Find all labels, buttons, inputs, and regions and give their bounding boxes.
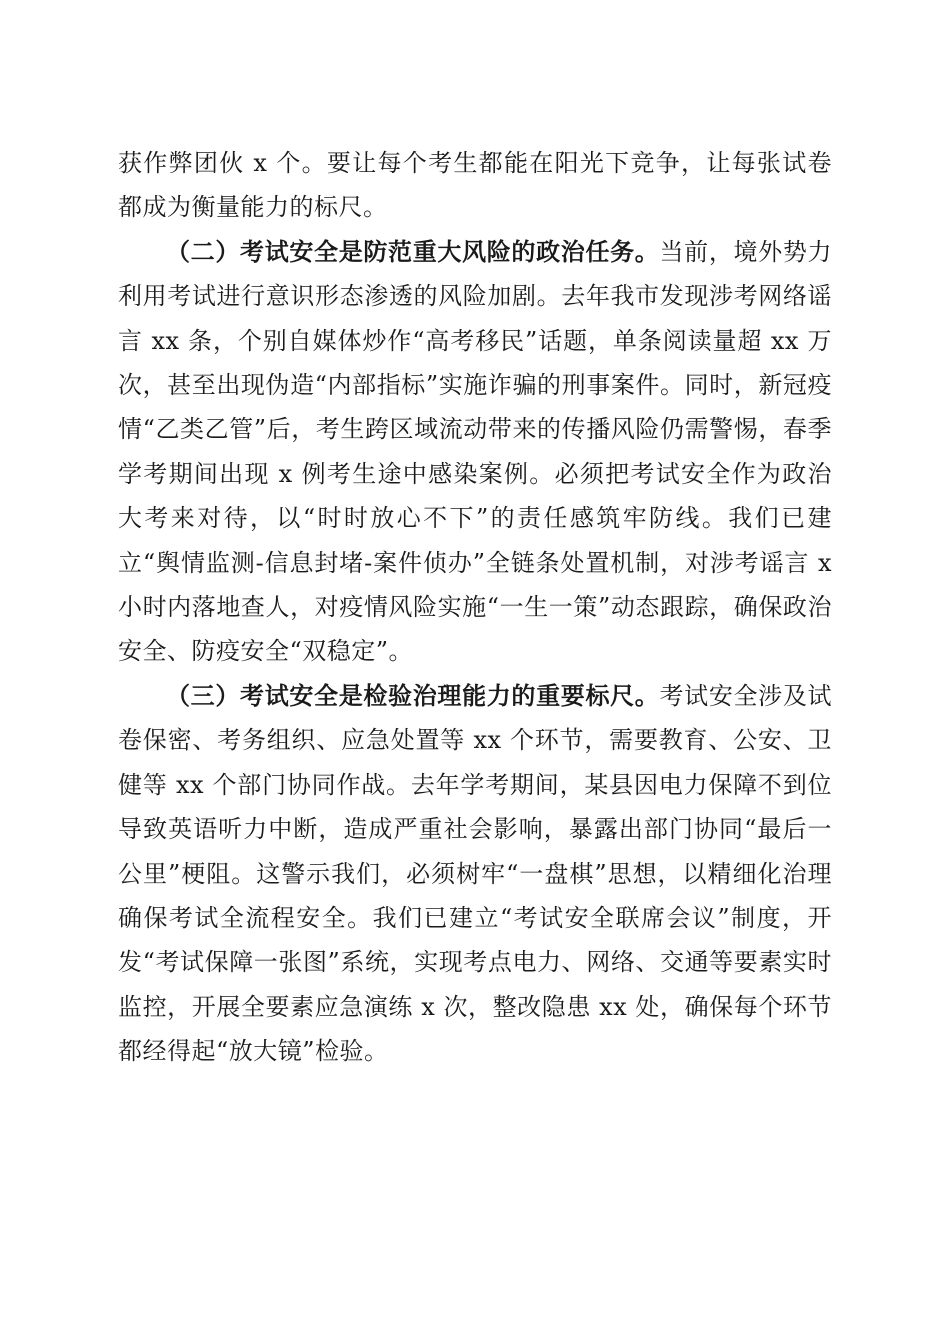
section-heading: （三）考试安全是检验治理能力的重要标尺。	[166, 681, 660, 710]
paragraph-body: 当前，境外势力利用考试进行意识形态渗透的风险加剧。去年我市发现涉考网络谣言 xx 条，个别自媒体炒作“高考移民”话题，单条阅读量超 xx 万次，甚至出现伪造“内部指标”实施诈骗的刑事案件。同时，新冠疫情“乙类乙管”后，考生跨区域流动带来的传播风险仍需警惕，春季学考期间出现 x 例考生途中感染案例。必须把考试安全作为政治大考来对待，以“时时放心不下”的责任感筑牢防线。我们已建立“舆情监测-信息封堵-案件侦办”全链条处置机制，对涉考谣言 x 小时内落地查人，对疫情风险实施“一生一策”动态跟踪，确保政治安全、防疫安全“双稳定”。	[118, 237, 833, 666]
paragraph-section-2	[118, 230, 832, 674]
document-body	[118, 141, 832, 1074]
section-heading: （二）考试安全是防范重大风险的政治任务。	[166, 237, 660, 266]
paragraph-body: 获作弊团伙 x 个。要让每个考生都能在阳光下竞争，让每张试卷都成为衡量能力的标尺。	[118, 149, 832, 222]
paragraph-section-3	[118, 674, 832, 1074]
paragraph-continuation	[118, 141, 832, 230]
paragraph-body: 考试安全涉及试卷保密、考务组织、应急处置等 xx 个环节，需要教育、公安、卫健等 xx 个部门协同作战。去年学考期间，某县因电力保障不到位导致英语听力中断，造成严重社会影响，暴露出部门协同“最后一公里”梗阻。这警示我们，必须树牢“一盘棋”思想，以精细化治理确保考试全流程安全。我们已建立“考试安全联席会议”制度，开发“考试保障一张图”系统，实现考点电力、网络、交通等要素实时监控，开展全要素应急演练 x 次，整改隐患 xx 处，确保每个环节都经得起“放大镜”检验。	[118, 681, 833, 1066]
